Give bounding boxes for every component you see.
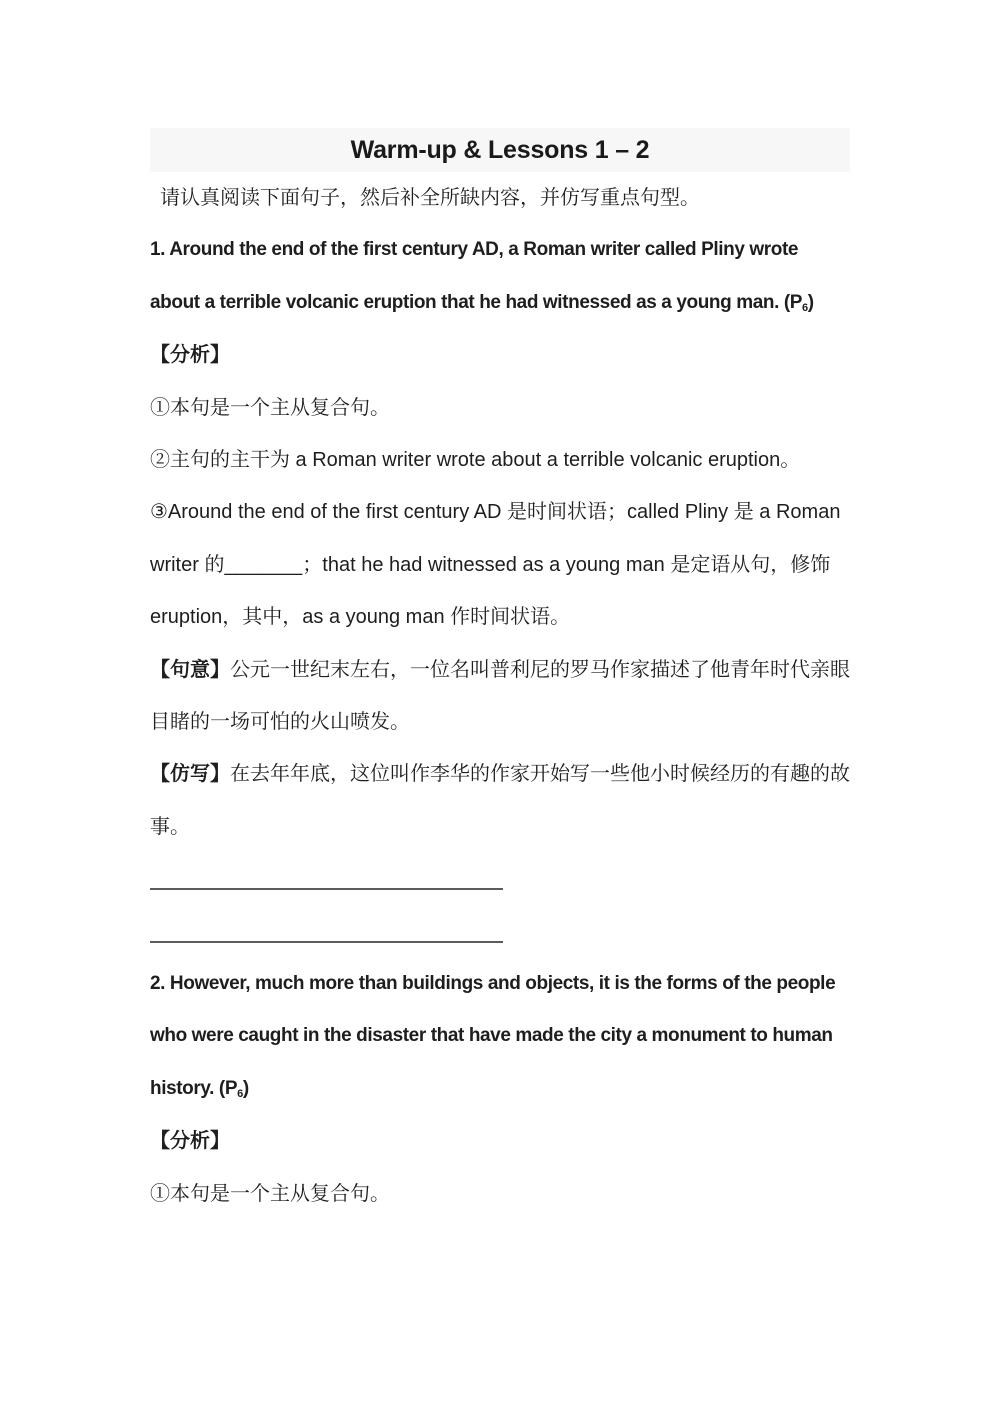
imitation-1-label: 【仿写】 (150, 763, 230, 786)
page-title: Warm-up & Lessons 1 – 2 (350, 135, 650, 164)
answer-line-1-rule (150, 853, 503, 890)
analysis-2-point-1: ①本句是一个主从复合句。 (150, 1182, 390, 1205)
analysis-1-point-2: ②主句的主干为 a Roman writer wrote about a terrible volcanic eruption。 (150, 449, 801, 472)
page-ref-2: $(P_6)$ (218, 1077, 249, 1100)
instruction-text: 请认真阅读下面句子，然后补全所缺内容，并仿写重点句型。 (160, 187, 700, 209)
meaning-1-text: 公元一世纪末左右，一位名叫普利尼的罗马作家描述了他青年时代亲眼目睹的一场可怕的火山喷发。 (150, 658, 850, 734)
answer-line-2-rule (150, 906, 503, 943)
answer-line-1 (150, 853, 850, 905)
analysis-1-point-3: ③Around the end of the first century AD 是时间状语；called Pliny 是 a Roman writer 的_______；that he had witnessed as a young man 是定语从句，修饰 eruption，其中，as a young man 作时间状语。 (150, 501, 841, 629)
title-banner (150, 128, 850, 172)
page-ref-1-subscript: 6 (802, 301, 808, 314)
answer-line-2 (150, 906, 850, 958)
sentence-1-text: 1. Around the end of the first century AD, a Roman writer called Pliny wrote about a terrible volcanic eruption that he had witnessed as a young man. (150, 239, 799, 313)
analysis-1-point-1: ①本句是一个主从复合句。 (150, 396, 390, 419)
imitation-1 (150, 748, 850, 853)
meaning-1-label: 【句意】 (150, 658, 230, 681)
sentence-1 (150, 224, 850, 329)
sentence-2-text: 2. However, much more than buildings and objects, it is the forms of the people who were caught in the disaster that have made the city a monument to human history. (150, 973, 836, 1099)
sentence-2 (150, 958, 850, 1115)
analysis-1-heading: 【分析】 (150, 344, 230, 367)
analysis-2-heading: 【分析】 (150, 1130, 230, 1153)
meaning-1 (150, 644, 850, 749)
imitation-1-text: 在去年年底，这位叫作李华的作家开始写一些他小时候经历的有趣的故事。 (150, 763, 850, 838)
page-ref-1: $(P_6)$ (783, 291, 814, 314)
page-ref-2-subscript: 6 (237, 1087, 243, 1100)
